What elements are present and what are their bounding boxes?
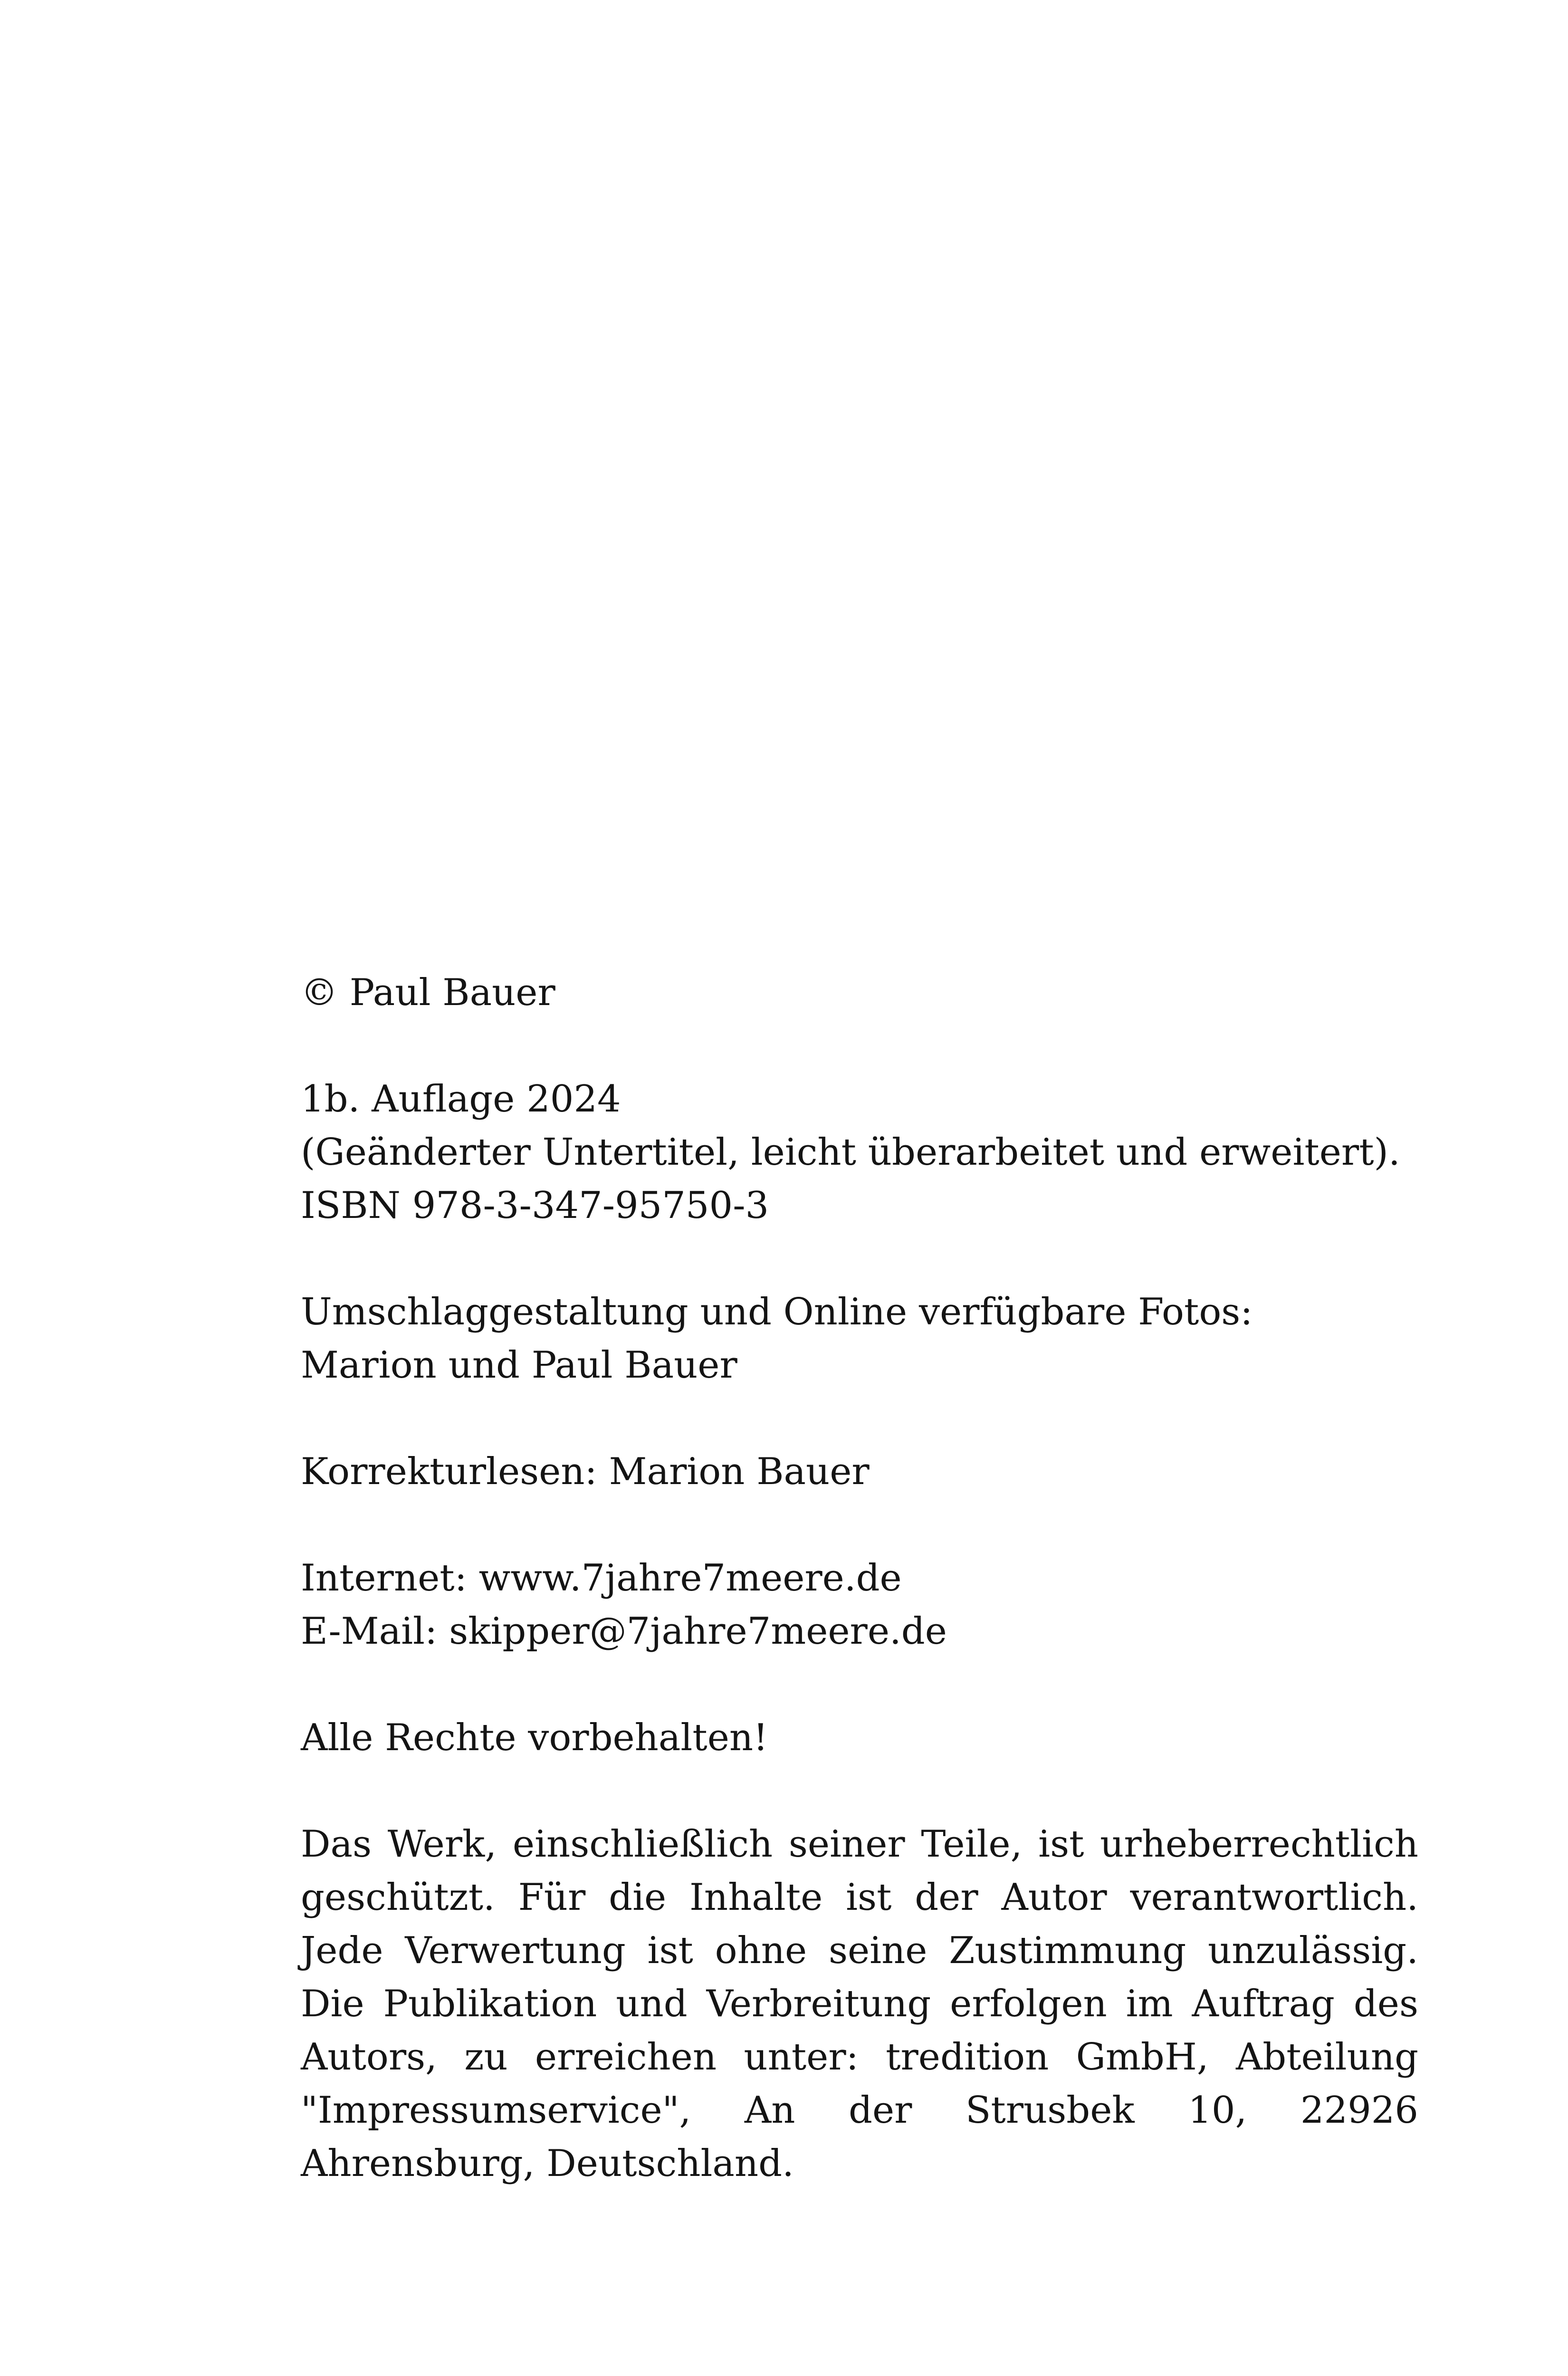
- cover-design-block: [301, 1285, 1418, 1392]
- email-line: E-Mail: skipper@7jahre7meere.de: [301, 1610, 947, 1653]
- isbn-line: ISBN 978-3-347-95750-3: [301, 1184, 769, 1227]
- cover-design-label: Umschlaggestaltung und Online verfügbare Fotos:: [301, 1291, 1253, 1333]
- cover-design-names: Marion und Paul Bauer: [301, 1344, 737, 1387]
- proofreading-line: Korrekturlesen: Marion Bauer: [301, 1450, 870, 1493]
- rights-line: Alle Rechte vorbehalten!: [301, 1716, 768, 1759]
- internet-line: Internet: www.7jahre7meere.de: [301, 1557, 902, 1600]
- copyright-line: © Paul Bauer: [301, 971, 555, 1014]
- rights-block: [301, 1711, 1418, 1764]
- contact-block: [301, 1552, 1418, 1658]
- proofreading-block: [301, 1445, 1418, 1498]
- imprint-page: [301, 966, 1418, 2190]
- edition-line: 1b. Auflage 2024: [301, 1078, 621, 1121]
- edition-block: [301, 1073, 1418, 1232]
- copyright-block: [301, 966, 1418, 1019]
- edition-note: (Geänderter Untertitel, leicht überarbeitet und erweitert).: [301, 1131, 1400, 1174]
- legal-paragraph: Das Werk, einschließlich seiner Teile, ist urheberrechtlich geschützt. Für die Inhalte ist der Autor verantwortlich. Jede Verwertung ist ohne seine Zustimmung unzulässig. Die Publikation und Verbreitung erfolgen im Auftrag des Autors, zu erreichen unter: tredition GmbH, Abteilung "Impressumservice", An der Strusbek 10, 22926 Ahrensburg, Deutschland.: [301, 1823, 1418, 2185]
